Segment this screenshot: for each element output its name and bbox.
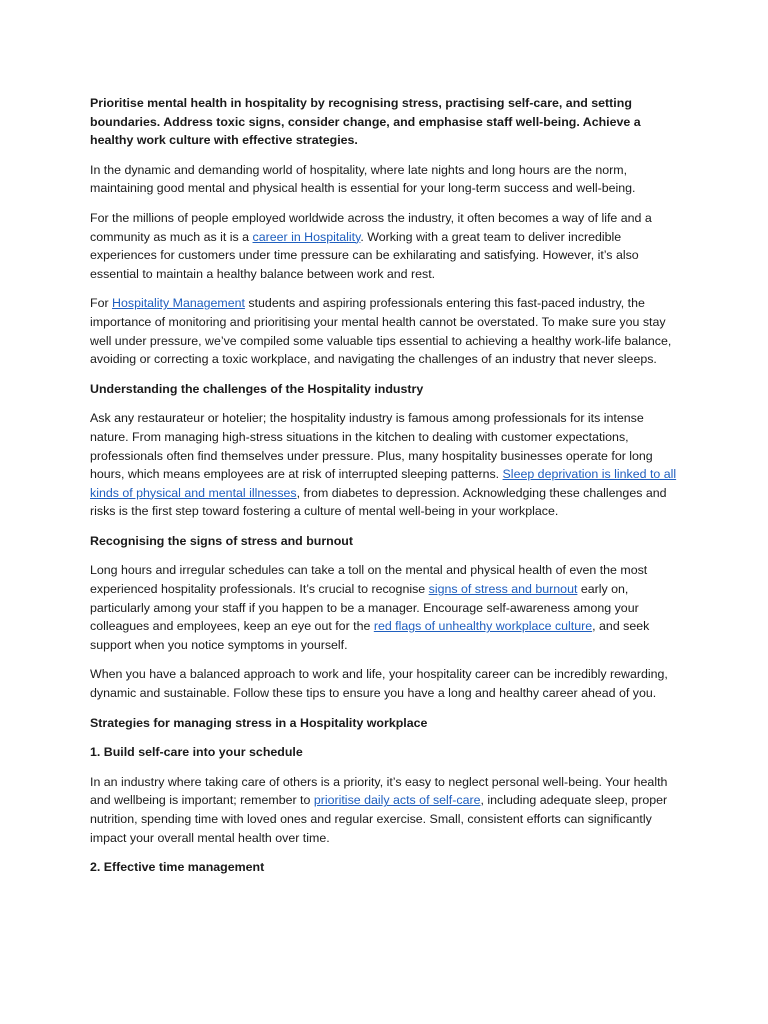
intro-paragraph-1: In the dynamic and demanding world of hospitality, where late nights and long hours are the norm, maintaining good mental and physical health is essential for your long-term success and well-being. bbox=[90, 162, 636, 196]
text-span: For bbox=[90, 296, 113, 311]
strategies-heading: Strategies for managing stress in a Hospitality workplace bbox=[90, 715, 428, 730]
text-span: Ask any restaurateur or hotelier; the hospitality industry is famous among professionals for its intense nature. From managing high-stress situations in the kitchen to dealing with customer expectations, professionals often find themselves under pressure. Plus, many hospitality businesses operate for long hours, which means employees are at risk of interrupted sleeping patterns. bbox=[90, 411, 653, 482]
hospitality-management-link[interactable]: Hospitality Management bbox=[112, 296, 245, 311]
signs-paragraph-1 bbox=[90, 561, 680, 654]
summary-paragraph: Prioritise mental health in hospitality by recognising stress, practising self-care, and setting boundaries. Address toxic signs, consider change, and emphasise staff well-being. Achieve a healthy work culture with effective strategies. bbox=[90, 96, 641, 148]
text-span: , and seek support when you notice symptoms in yourself. bbox=[90, 619, 650, 652]
challenges-heading: Understanding the challenges of the Hospitality industry bbox=[90, 381, 424, 396]
text-span: . Working with a great team to deliver incredible experiences for customers under time pressure can be exhilarating and satisfying. However, it’s also essential to maintain a healthy balance between work and rest. bbox=[90, 229, 639, 281]
red-flags-link[interactable]: red flags of unhealthy workplace culture bbox=[373, 619, 593, 634]
text-span: students and aspiring professionals entering this fast-paced industry, the importance of monitoring and prioritising your mental health cannot be overstated. To make sure you stay well under pressure, we’ve compiled some valuable tips essential to achieving a healthy work-life balance, avoiding or correcting a toxic workplace, and navigating the challenges of an industry that never sleeps. bbox=[90, 296, 672, 367]
signs-of-stress-link[interactable]: signs of stress and burnout bbox=[428, 582, 578, 597]
sleep-deprivation-link[interactable]: Sleep deprivation is linked to all kinds of physical and mental illnesses bbox=[90, 467, 677, 500]
intro-paragraph-3 bbox=[90, 294, 680, 368]
challenges-paragraph bbox=[90, 409, 680, 521]
self-care-link[interactable]: prioritise daily acts of self-care bbox=[313, 793, 481, 808]
intro-paragraph-2 bbox=[90, 209, 680, 283]
text-span: , including adequate sleep, proper nutrition, spending time with loved ones and regular exercise. Small, consistent efforts can significantly impact your overall mental health over time. bbox=[90, 793, 668, 845]
text-span: For the millions of people employed worldwide across the industry, it often becomes a way of life and a community as much as it is a bbox=[90, 210, 652, 244]
strategy-1-paragraph bbox=[90, 773, 680, 847]
text-span: Long hours and irregular schedules can take a toll on the mental and physical health of even the most experienced hospitality professionals. It’s crucial to recognise bbox=[90, 563, 648, 597]
strategy-1-heading: 1. Build self-care into your schedule bbox=[90, 745, 303, 760]
signs-paragraph-2: When you have a balanced approach to work and life, your hospitality career can be incredibly rewarding, dynamic and sustainable. Follow these tips to ensure you have a long and healthy career ahead of you. bbox=[90, 667, 668, 701]
text-span: early on, particularly among your staff if you happen to be a manager. Encourage self-awareness among your colleagues and employees, keep an eye out for the bbox=[90, 582, 639, 634]
career-in-hospitality-link[interactable]: career in Hospitality bbox=[252, 229, 361, 244]
text-span: , from diabetes to depression. Acknowledging these challenges and risks is the first step toward fostering a culture of mental well-being in your workplace. bbox=[90, 485, 667, 519]
text-span: In an industry where taking care of others is a priority, it’s easy to neglect personal well-being. Your health and wellbeing is important; remember to bbox=[90, 774, 668, 808]
signs-heading: Recognising the signs of stress and burnout bbox=[90, 533, 353, 548]
strategy-2-heading: 2. Effective time management bbox=[90, 860, 265, 875]
